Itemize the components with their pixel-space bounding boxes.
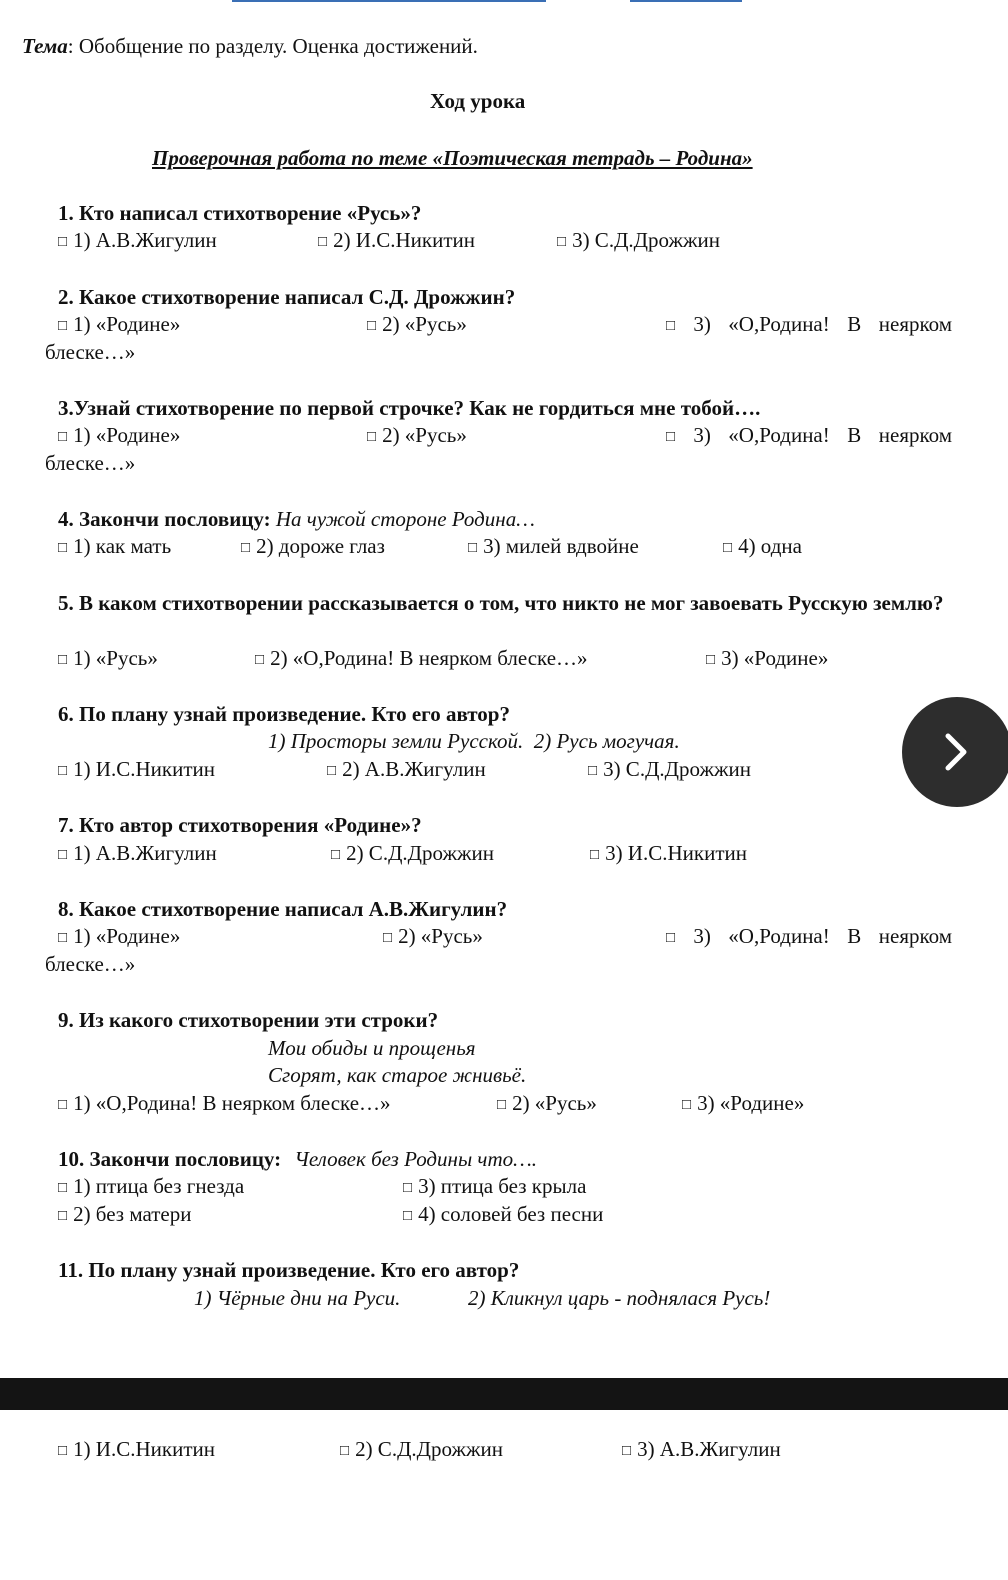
theme-text: : Обобщение по разделу. Оценка достижений.	[67, 34, 478, 58]
q3-option-1[interactable]: □ 1) «Родине»	[58, 421, 180, 452]
top-line-left	[232, 0, 546, 2]
q4-option-3[interactable]: □ 3) милей вдвойне	[468, 532, 639, 563]
q10-option-4[interactable]: □ 4) соловей без песни	[403, 1200, 603, 1231]
q11-plan-2: 2) Кликнул царь - поднялася Русь!	[468, 1286, 771, 1310]
q2-option-3-continuation: блеске…»	[45, 340, 136, 364]
q9-option-1[interactable]: □ 1) «О,Родина! В неярком блеске…»	[58, 1089, 391, 1120]
q1-option-1[interactable]: □ 1) А.В.Жигулин	[58, 226, 217, 257]
question-1: 1. Кто написал стихотворение «Русь»?	[58, 201, 422, 225]
q8-option-3[interactable]: □ 3) «О,Родина! В неярком	[666, 922, 952, 953]
question-10-prompt: Человек без Родины что….	[294, 1147, 538, 1171]
q6-option-3[interactable]: □ 3) С.Д.Дрожжин	[588, 755, 751, 786]
question-6: 6. По плану узнай произведение. Кто его автор?	[58, 702, 510, 726]
question-4-prompt: На чужой стороне Родина…	[275, 507, 535, 531]
lesson-title: Ход урока	[430, 89, 526, 113]
q9-option-3[interactable]: □ 3) «Родине»	[682, 1089, 804, 1120]
q3-option-2[interactable]: □ 2) «Русь»	[367, 421, 467, 452]
q2-option-3[interactable]: □ 3) «О,Родина! В неярком	[666, 310, 952, 341]
question-7: 7. Кто автор стихотворения «Родине»?	[58, 813, 422, 837]
q6-option-2[interactable]: □ 2) А.В.Жигулин	[327, 755, 486, 786]
dark-band	[0, 1378, 1008, 1410]
q8-option-2[interactable]: □ 2) «Русь»	[383, 922, 483, 953]
q10-option-2[interactable]: □ 2) без матери	[58, 1200, 192, 1231]
question-11: 11. По плану узнай произведение. Кто его автор?	[58, 1258, 520, 1282]
top-line-right	[630, 0, 742, 2]
question-4	[58, 505, 535, 533]
q11-plan-1: 1) Чёрные дни на Руси.	[194, 1286, 401, 1310]
q8-option-3-continuation: блеске…»	[45, 952, 136, 976]
question-5-text: 5. В каком стихотворении рассказывается о том, что никто не мог завоевать Русскую землю?	[58, 591, 944, 615]
q2-option-2[interactable]: □ 2) «Русь»	[367, 310, 467, 341]
question-4-text: 4. Закончи пословицу:	[58, 507, 271, 531]
q1-option-3[interactable]: □ 3) С.Д.Дрожжин	[557, 226, 720, 257]
q5-option-1[interactable]: □ 1) «Русь»	[58, 644, 158, 675]
q8-option-1[interactable]: □ 1) «Родине»	[58, 922, 180, 953]
question-9: 9. Из какого стихотворении эти строки?	[58, 1008, 439, 1032]
question-8: 8. Какое стихотворение написал А.В.Жигулин?	[58, 897, 508, 921]
question-3: 3.Узнай стихотворение по первой строчке? Как не гордиться мне тобой….	[58, 396, 761, 420]
q4-option-4[interactable]: □ 4) одна	[723, 532, 802, 563]
q6-option-1[interactable]: □ 1) И.С.Никитин	[58, 755, 215, 786]
q4-option-2[interactable]: □ 2) дороже глаз	[241, 532, 385, 563]
q2-option-1[interactable]: □ 1) «Родине»	[58, 310, 180, 341]
q7-option-3[interactable]: □ 3) И.С.Никитин	[590, 839, 747, 870]
q11-option-1[interactable]: □ 1) И.С.Никитин	[58, 1435, 215, 1466]
theme-label: Тема	[22, 34, 68, 58]
q7-option-2[interactable]: □ 2) С.Д.Дрожжин	[331, 839, 494, 870]
q11-option-2[interactable]: □ 2) С.Д.Дрожжин	[340, 1435, 503, 1466]
q3-option-3-continuation: блеске…»	[45, 451, 136, 475]
question-10	[58, 1145, 537, 1173]
q3-option-3[interactable]: □ 3) «О,Родина! В неярком	[666, 421, 952, 452]
theme-line	[22, 32, 478, 60]
q4-option-1[interactable]: □ 1) как мать	[58, 532, 171, 563]
q9-option-2[interactable]: □ 2) «Русь»	[497, 1089, 597, 1120]
work-title: Проверочная работа по теме «Поэтическая тетрадь – Родина»	[152, 146, 753, 170]
next-page-button[interactable]	[902, 697, 1008, 807]
q6-plan: 1) Просторы земли Русской. 2) Русь могучая.	[268, 729, 680, 753]
question-5	[45, 589, 952, 617]
q5-option-3[interactable]: □ 3) «Родине»	[706, 644, 828, 675]
q10-option-3[interactable]: □ 3) птица без крыла	[403, 1172, 586, 1203]
q1-option-2[interactable]: □ 2) И.С.Никитин	[318, 226, 475, 257]
q11-option-3[interactable]: □ 3) А.В.Жигулин	[622, 1435, 781, 1466]
question-10-text: 10. Закончи пословицу:	[58, 1147, 282, 1171]
question-2: 2. Какое стихотворение написал С.Д. Дрожжин?	[58, 285, 516, 309]
q10-option-1[interactable]: □ 1) птица без гнезда	[58, 1172, 244, 1203]
q9-line-1: Мои обиды и прощенья	[268, 1036, 476, 1060]
q5-option-2[interactable]: □ 2) «О,Родина! В неярком блеске…»	[255, 644, 588, 675]
chevron-right-icon	[940, 732, 976, 772]
q7-option-1[interactable]: □ 1) А.В.Жигулин	[58, 839, 217, 870]
q9-line-2: Сгорят, как старое жнивьё.	[268, 1063, 527, 1087]
